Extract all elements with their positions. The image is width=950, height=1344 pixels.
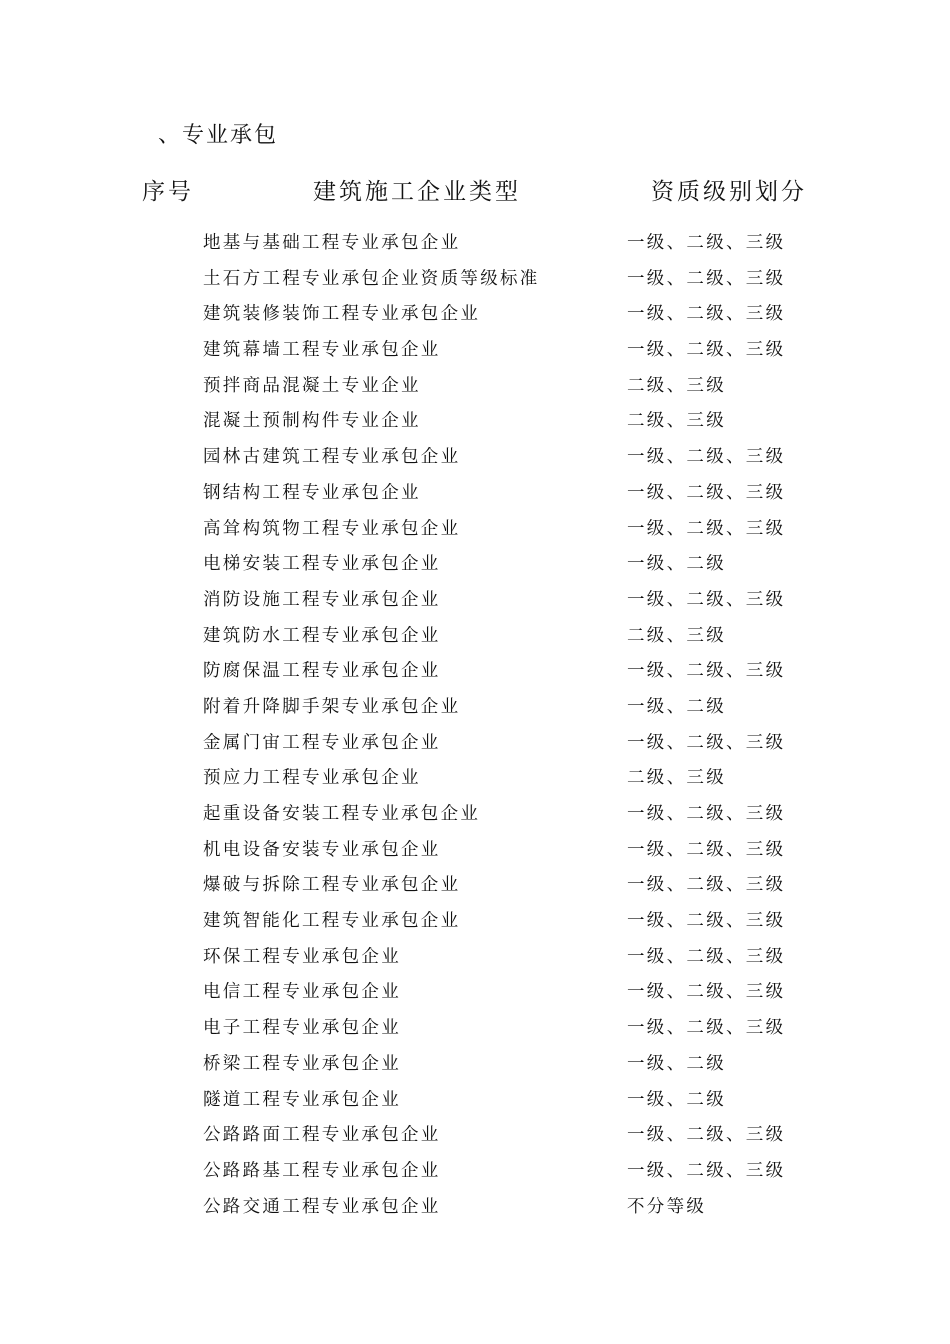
enterprise-type-name: 防腐保温工程专业承包企业 — [203, 661, 441, 682]
qualification-level: 二级、三级 — [627, 411, 726, 432]
list-item — [0, 830, 950, 866]
qualification-level: 不分等级 — [627, 1196, 707, 1217]
list-item — [0, 330, 950, 366]
list-item — [0, 223, 950, 259]
enterprise-type-name: 起重设备安装工程专业承包企业 — [203, 804, 481, 824]
enterprise-type-name: 桥梁工程专业承包企业 — [203, 1053, 401, 1074]
qualification-level: 一级、二级、三级 — [627, 304, 786, 325]
enterprise-type-name: 预拌商品混凝土专业企业 — [203, 375, 421, 396]
enterprise-type-name: 公路路基工程专业承包企业 — [203, 1160, 441, 1181]
enterprise-type-name: 建筑智能化工程专业承包企业 — [203, 911, 461, 932]
enterprise-type-name: 机电设备安装专业承包企业 — [203, 839, 441, 860]
list-item — [0, 937, 950, 973]
section-title: 、专业承包 — [158, 123, 279, 148]
enterprise-type-name: 土石方工程专业承包企业资质等级标准 — [203, 268, 540, 289]
list-item — [0, 580, 950, 616]
list-item — [0, 687, 950, 723]
qualification-level: 一级、二级 — [627, 1089, 726, 1110]
list-item — [0, 294, 950, 330]
qualification-level: 一级、二级、三级 — [627, 661, 786, 682]
list-item — [0, 1115, 950, 1151]
qualification-level: 一级、二级、三级 — [627, 589, 786, 610]
qualification-level: 二级、三级 — [627, 625, 726, 646]
list-item — [0, 366, 950, 402]
qualification-level: 一级、二级、三级 — [627, 233, 786, 253]
qualification-level: 一级、二级、三级 — [627, 982, 786, 1003]
enterprise-type-name: 爆破与拆除工程专业承包企业 — [203, 875, 461, 896]
qualification-level: 一级、二级、三级 — [627, 1018, 786, 1039]
list-item — [0, 1080, 950, 1116]
list-item — [0, 651, 950, 687]
header-seq: 序号 — [142, 179, 194, 205]
qualification-level: 一级、二级、三级 — [627, 839, 786, 860]
enterprise-type-name: 钢结构工程专业承包企业 — [203, 482, 421, 503]
enterprise-type-name: 园林古建筑工程专业承包企业 — [203, 447, 461, 468]
enterprise-type-name: 电子工程专业承包企业 — [203, 1018, 401, 1039]
list-item — [0, 616, 950, 652]
enterprise-type-name: 电信工程专业承包企业 — [203, 982, 401, 1003]
qualification-level: 一级、二级、三级 — [627, 1125, 786, 1146]
list-item — [0, 259, 950, 295]
enterprise-type-name: 建筑防水工程专业承包企业 — [203, 625, 441, 646]
enterprise-type-name: 隧道工程专业承包企业 — [203, 1089, 401, 1110]
enterprise-list — [0, 223, 950, 1222]
qualification-level: 二级、三级 — [627, 375, 726, 396]
enterprise-type-name: 消防设施工程专业承包企业 — [203, 589, 441, 610]
qualification-level: 一级、二级、三级 — [627, 875, 786, 896]
list-item — [0, 794, 950, 830]
enterprise-type-name: 环保工程专业承包企业 — [203, 946, 401, 967]
qualification-level: 一级、二级、三级 — [627, 946, 786, 967]
header-enterprise-type: 建筑施工企业类型 — [313, 179, 521, 205]
qualification-level: 一级、二级、三级 — [627, 268, 786, 289]
header-qualification-level: 资质级别划分 — [651, 179, 807, 205]
list-item — [0, 473, 950, 509]
qualification-level: 一级、二级 — [627, 696, 726, 717]
list-item — [0, 901, 950, 937]
enterprise-type-name: 混凝土预制构件专业企业 — [203, 411, 421, 432]
qualification-level: 一级、二级、三级 — [627, 732, 786, 753]
qualification-level: 二级、三级 — [627, 768, 726, 789]
qualification-level: 一级、二级、三级 — [627, 911, 786, 932]
enterprise-type-name: 公路交通工程专业承包企业 — [203, 1196, 441, 1217]
enterprise-type-name: 预应力工程专业承包企业 — [203, 768, 421, 789]
list-item — [0, 1008, 950, 1044]
enterprise-type-name: 建筑装修装饰工程专业承包企业 — [203, 304, 481, 325]
qualification-level: 一级、二级、三级 — [627, 482, 786, 503]
list-item — [0, 401, 950, 437]
list-item — [0, 758, 950, 794]
enterprise-type-name: 地基与基础工程专业承包企业 — [203, 233, 461, 253]
list-item — [0, 1151, 950, 1187]
enterprise-type-name: 电梯安装工程专业承包企业 — [203, 554, 441, 575]
enterprise-type-name: 高耸构筑物工程专业承包企业 — [203, 518, 461, 539]
enterprise-type-name: 公路路面工程专业承包企业 — [203, 1125, 441, 1146]
list-item — [0, 544, 950, 580]
list-item — [0, 1187, 950, 1223]
list-item — [0, 437, 950, 473]
qualification-level: 一级、二级、三级 — [627, 804, 786, 824]
enterprise-type-name: 建筑幕墙工程专业承包企业 — [203, 340, 441, 361]
qualification-level: 一级、二级、三级 — [627, 447, 786, 468]
qualification-level: 一级、二级 — [627, 1053, 726, 1074]
enterprise-type-name: 附着升降脚手架专业承包企业 — [203, 696, 461, 717]
list-item — [0, 1044, 950, 1080]
list-item — [0, 723, 950, 759]
qualification-level: 一级、二级、三级 — [627, 518, 786, 539]
list-item — [0, 509, 950, 545]
qualification-level: 一级、二级、三级 — [627, 340, 786, 361]
enterprise-type-name: 金属门宙工程专业承包企业 — [203, 732, 441, 753]
list-item — [0, 865, 950, 901]
list-item — [0, 972, 950, 1008]
qualification-level: 一级、二级、三级 — [627, 1160, 786, 1181]
qualification-level: 一级、二级 — [627, 554, 726, 575]
